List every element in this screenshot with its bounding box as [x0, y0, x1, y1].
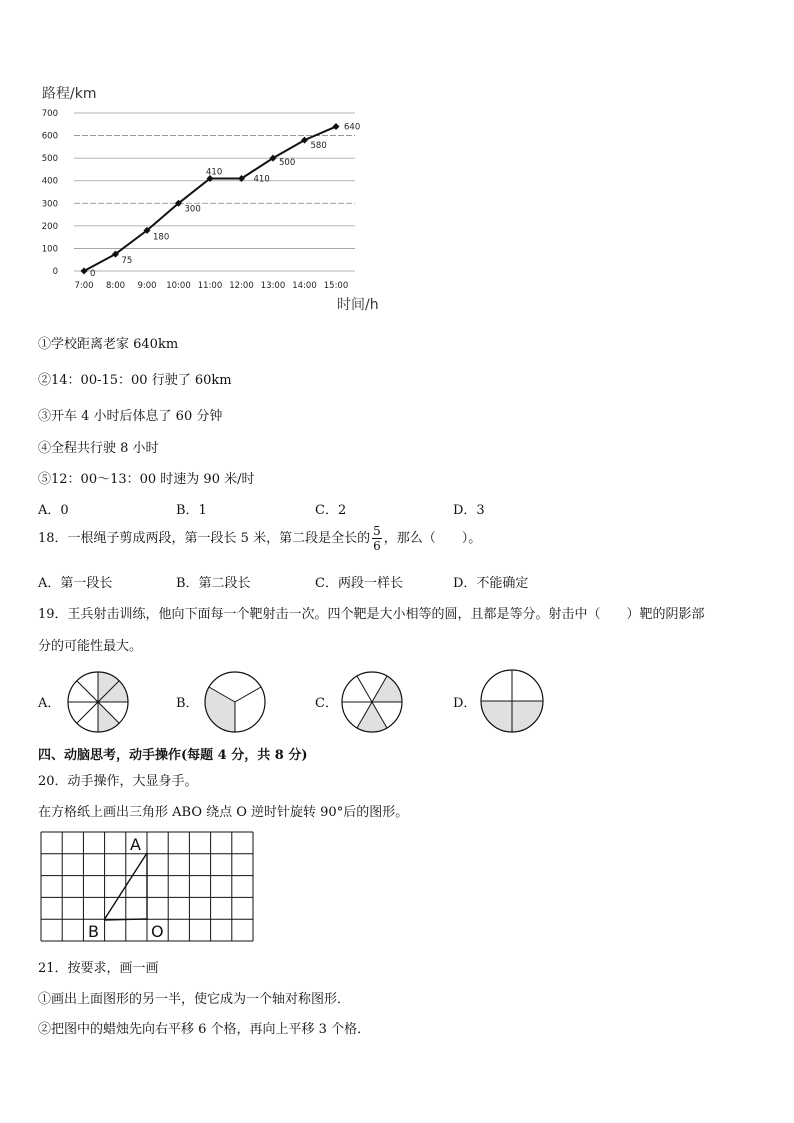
- chart-xlabel: 时间/h: [337, 297, 379, 313]
- data-label: 180: [153, 232, 170, 243]
- q19-label-d: D．: [453, 696, 477, 711]
- x-tick-label: 8:00: [105, 281, 126, 291]
- q19-line-2: 分的可能性最大。: [38, 639, 143, 654]
- data-label: 640: [344, 122, 361, 133]
- x-tick-label: 10:00: [166, 281, 191, 291]
- statement-1: ①学校距离老家 640km: [38, 337, 179, 352]
- y-tick-label: 600: [41, 131, 58, 142]
- q17-option-a: A．0: [38, 503, 69, 518]
- q21-item-2: ②把图中的蜡烛先向右平移 6 个格，再向上平移 3 个格．: [38, 1022, 371, 1037]
- q21-title: 21．按要求，画一画: [38, 961, 159, 976]
- q17-option-c: C．2: [315, 503, 347, 518]
- data-label: 410: [206, 167, 223, 178]
- q20-title: 20．动手操作，大显身手。: [38, 774, 198, 789]
- q18-option-c: C．两段一样长: [315, 576, 403, 591]
- data-label: 300: [184, 204, 201, 215]
- statement-4: ④全程共行驶 8 小时: [38, 441, 159, 456]
- y-tick-label: 700: [41, 109, 58, 119]
- statement-3: ③开车 4 小时后体息了 60 分钟: [38, 409, 223, 424]
- x-tick-label: 7:00: [74, 281, 94, 291]
- statement-5: ⑤12：00～13：00 时速为 90 米/时: [38, 472, 255, 487]
- target-b-3-sectors: [201, 668, 269, 736]
- x-tick-label: 11:00: [197, 281, 223, 291]
- y-tick-label: 500: [41, 154, 58, 165]
- data-label: 0: [90, 269, 96, 279]
- chart-series-line: [84, 127, 336, 271]
- q19-label-b: B．: [176, 696, 199, 711]
- data-label: 500: [279, 158, 296, 169]
- data-label: 410: [253, 174, 270, 185]
- chart-ylabel: 路程/km: [42, 86, 97, 102]
- data-label: 580: [310, 141, 327, 152]
- chart-y-ticks: [42, 109, 58, 277]
- statement-2: ②14：00-15：00 行驶了 60km: [38, 373, 232, 388]
- data-point-marker: [333, 123, 340, 130]
- q18-option-b: B．第二段长: [176, 576, 251, 591]
- q18-fraction-numerator: 5: [373, 524, 381, 538]
- target-d-4-sectors: [477, 666, 547, 736]
- rotation-grid: [40, 831, 256, 943]
- chart-x-ticks: [74, 281, 348, 291]
- y-tick-label: 200: [41, 221, 58, 232]
- q18-text-after: ，那么（ ）。: [383, 531, 482, 546]
- q19-label-a: A．: [38, 696, 61, 711]
- section-4-heading: 四、动脑思考，动手操作(每题 4 分，共 8 分): [38, 748, 308, 763]
- q20-instruction: 在方格纸上画出三角形 ABO 绕点 O 逆时针旋转 90°后的图形。: [38, 805, 409, 820]
- q18-option-d: D．不能确定: [453, 576, 529, 591]
- x-tick-label: 12:00: [229, 281, 254, 291]
- x-tick-label: 15:00: [323, 281, 349, 291]
- q19-label-c: C．: [315, 696, 338, 711]
- x-tick-label: 9:00: [137, 281, 157, 291]
- q18-question: [38, 524, 481, 553]
- distance-time-chart: [30, 78, 390, 316]
- x-tick-label: 13:00: [260, 281, 286, 291]
- x-tick-label: 14:00: [292, 281, 317, 291]
- q19-line-1: 19．王兵射击训练，他向下面每一个靶射击一次。四个靶是大小相等的圆，且都是等分。射击中（ ）靶的阴影部: [38, 607, 705, 622]
- chart-data-labels: [90, 123, 360, 279]
- vertex-a-label: A: [130, 835, 141, 854]
- q17-option-b: B．1: [176, 503, 207, 518]
- y-tick-label: 100: [41, 244, 58, 255]
- data-label: 75: [121, 256, 133, 267]
- y-tick-label: 0: [52, 267, 58, 277]
- vertex-b-label: B: [88, 922, 99, 941]
- q18-option-a: A．第一段长: [38, 576, 113, 591]
- vertex-o-label: O: [151, 922, 164, 941]
- y-tick-label: 400: [41, 176, 58, 187]
- target-a-8-sectors: [64, 668, 132, 736]
- target-c-6-sectors: [338, 668, 406, 736]
- y-tick-label: 300: [41, 199, 58, 210]
- q17-option-d: D．3: [453, 503, 485, 518]
- q21-item-1: ①画出上面图形的另一半，使它成为一个轴对称图形．: [38, 992, 351, 1007]
- q18-fraction: [372, 524, 382, 553]
- q18-fraction-denominator: 6: [373, 539, 381, 553]
- q18-text-before: 18．一根绳子剪成两段，第一段长 5 米，第二段是全长的: [38, 531, 371, 546]
